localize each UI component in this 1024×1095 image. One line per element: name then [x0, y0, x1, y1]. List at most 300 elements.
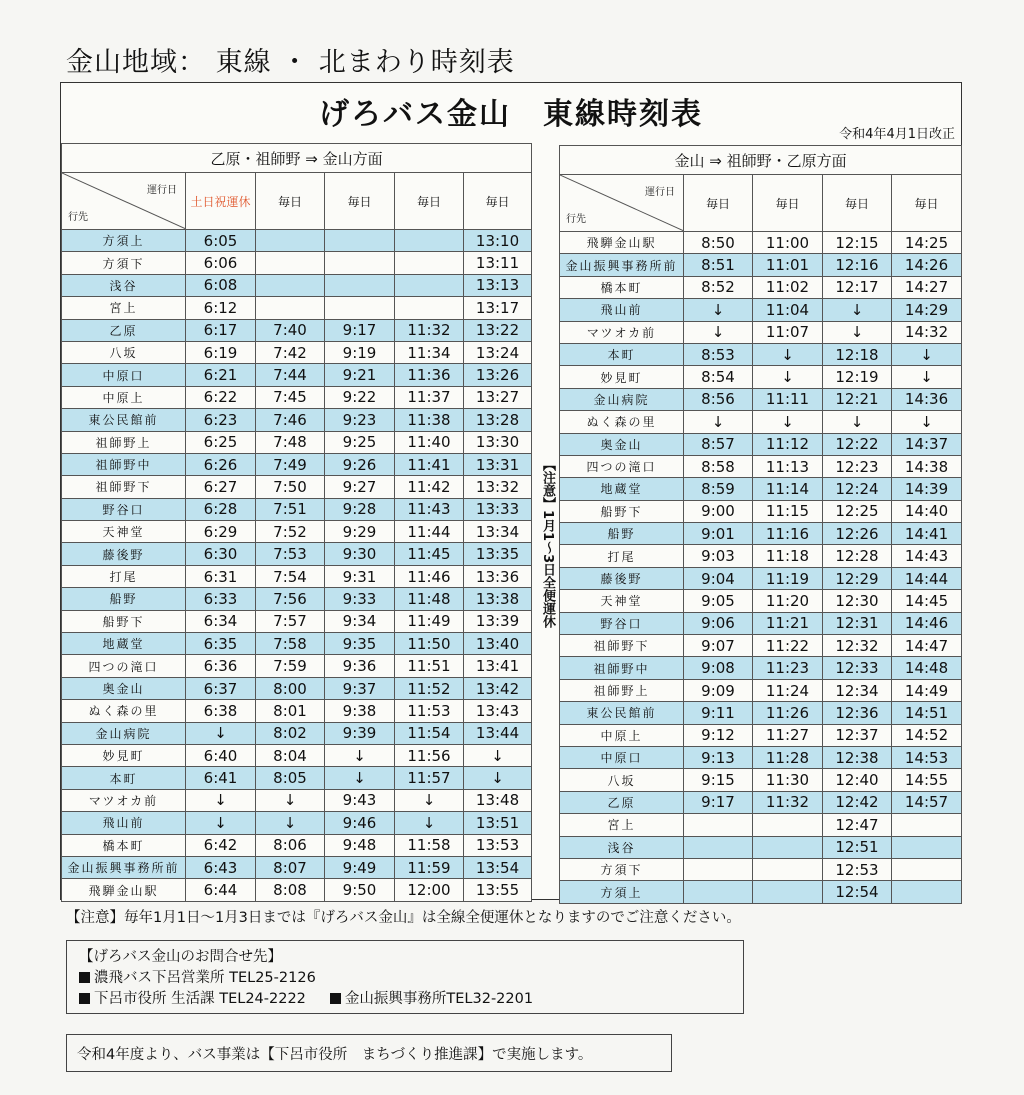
time-cell: 8:59 [684, 478, 753, 500]
time-cell: 6:19 [186, 341, 256, 363]
time-cell: 8:54 [684, 366, 753, 388]
time-cell: 12:32 [823, 635, 892, 657]
column-header: 毎日 [684, 175, 753, 232]
table-row [62, 744, 532, 766]
time-cell: 11:50 [395, 633, 464, 655]
time-cell: ↓ [753, 411, 823, 433]
time-cell: 12:15 [823, 232, 892, 254]
time-cell [256, 274, 325, 296]
time-cell: 14:32 [892, 321, 962, 343]
time-cell: 13:54 [464, 856, 532, 878]
stop-name: 宮上 [62, 297, 186, 319]
time-cell [395, 297, 464, 319]
stop-name: ぬく森の里 [560, 411, 684, 433]
time-cell: 13:33 [464, 498, 532, 520]
time-cell: 11:19 [753, 567, 823, 589]
time-cell: 8:50 [684, 232, 753, 254]
time-cell: 13:48 [464, 789, 532, 811]
time-cell: 9:23 [325, 409, 395, 431]
time-cell: 14:46 [892, 612, 962, 634]
time-cell: 7:52 [256, 521, 325, 543]
time-cell: 11:12 [753, 433, 823, 455]
stop-name: 妙見町 [62, 744, 186, 766]
time-cell: 11:36 [395, 364, 464, 386]
time-cell: ↓ [753, 343, 823, 365]
stop-name: 橋本町 [560, 276, 684, 298]
time-cell: 9:01 [684, 523, 753, 545]
time-cell: 8:01 [256, 700, 325, 722]
time-cell: 8:02 [256, 722, 325, 744]
info-box: 令和4年度より、バス事業は【下呂市役所 まちづくり推進課】で実施します。 [66, 1034, 672, 1072]
table-row [62, 722, 532, 744]
direction-header: 金山 ⇒ 祖師野・乙原方面 [560, 146, 962, 175]
time-cell: 13:43 [464, 700, 532, 722]
time-cell: 13:36 [464, 565, 532, 587]
time-cell: 11:32 [753, 791, 823, 813]
stop-name: 東公民館前 [62, 409, 186, 431]
time-cell: ↓ [892, 343, 962, 365]
table-row [62, 252, 532, 274]
time-cell: 12:47 [823, 814, 892, 836]
revision-date: 令和4年4月1日改正 [839, 127, 955, 142]
time-cell: 8:51 [684, 254, 753, 276]
time-cell: 12:38 [823, 746, 892, 768]
time-cell [892, 836, 962, 858]
time-cell: 11:53 [395, 700, 464, 722]
table-row [62, 230, 532, 252]
stop-name: 金山振興事務所前 [560, 254, 684, 276]
time-cell: 9:43 [325, 789, 395, 811]
stop-name: マツオカ前 [62, 789, 186, 811]
table-row [62, 364, 532, 386]
time-cell: 11:59 [395, 856, 464, 878]
stop-name: 四つの滝口 [560, 455, 684, 477]
time-cell: 9:37 [325, 677, 395, 699]
stop-name: 奥金山 [62, 677, 186, 699]
table-row [62, 677, 532, 699]
time-cell: ↓ [256, 789, 325, 811]
time-cell: 13:24 [464, 341, 532, 363]
time-cell: 11:04 [753, 299, 823, 321]
time-cell: 12:23 [823, 455, 892, 477]
table-row [62, 274, 532, 296]
time-cell [684, 836, 753, 858]
time-cell: 7:42 [256, 341, 325, 363]
time-cell: 9:50 [325, 879, 395, 901]
time-cell: 7:57 [256, 610, 325, 632]
time-cell: 11:01 [753, 254, 823, 276]
time-cell: 6:41 [186, 767, 256, 789]
time-cell: 11:23 [753, 657, 823, 679]
table-row [62, 521, 532, 543]
time-cell [325, 230, 395, 252]
time-cell: 6:36 [186, 655, 256, 677]
table-row [560, 612, 962, 634]
table-row [560, 702, 962, 724]
time-cell: 14:44 [892, 567, 962, 589]
column-header-row [560, 175, 962, 232]
time-cell [684, 858, 753, 880]
time-cell: 11:22 [753, 635, 823, 657]
time-cell: 12:33 [823, 657, 892, 679]
time-cell: 9:21 [325, 364, 395, 386]
time-cell: 14:53 [892, 746, 962, 768]
time-cell: 9:34 [325, 610, 395, 632]
destination-label: 行先 [566, 214, 586, 225]
time-cell: 7:59 [256, 655, 325, 677]
stop-name: 金山振興事務所前 [62, 856, 186, 878]
destination-label: 行先 [68, 212, 88, 223]
table-row [62, 319, 532, 341]
stop-name: 中原上 [62, 386, 186, 408]
timetable-to-kanayama [61, 143, 532, 902]
stop-name: 浅谷 [62, 274, 186, 296]
time-cell: 9:15 [684, 769, 753, 791]
table-row [62, 476, 532, 498]
time-cell [684, 881, 753, 903]
time-cell: 6:38 [186, 700, 256, 722]
time-cell: 6:44 [186, 879, 256, 901]
stop-name: 浅谷 [560, 836, 684, 858]
table-row [62, 633, 532, 655]
column-header: 毎日 [325, 173, 395, 230]
column-header: 毎日 [892, 175, 962, 232]
time-cell: ↓ [325, 767, 395, 789]
time-cell: 11:42 [395, 476, 464, 498]
time-cell: 11:24 [753, 679, 823, 701]
time-cell: 14:27 [892, 276, 962, 298]
time-cell: 6:23 [186, 409, 256, 431]
table-row [62, 834, 532, 856]
time-cell: 7:56 [256, 588, 325, 610]
stop-name: 祖師野上 [560, 679, 684, 701]
time-cell: 9:49 [325, 856, 395, 878]
time-cell: 9:07 [684, 635, 753, 657]
time-cell [325, 297, 395, 319]
stop-name: 橋本町 [62, 834, 186, 856]
table-row [560, 299, 962, 321]
stop-name: 乙原 [560, 791, 684, 813]
stop-name: 天神堂 [62, 521, 186, 543]
time-cell: 11:46 [395, 565, 464, 587]
time-cell: 13:34 [464, 521, 532, 543]
time-cell: 13:42 [464, 677, 532, 699]
time-cell: 12:18 [823, 343, 892, 365]
table-row [62, 565, 532, 587]
column-header: 土日祝運休 [186, 173, 256, 230]
time-cell: 11:15 [753, 500, 823, 522]
table-row [560, 545, 962, 567]
time-cell: ↓ [186, 812, 256, 834]
stop-name: 金山病院 [560, 388, 684, 410]
time-cell: 8:52 [684, 276, 753, 298]
stop-name: 妙見町 [560, 366, 684, 388]
time-cell: 6:27 [186, 476, 256, 498]
time-cell: ↓ [892, 411, 962, 433]
table-row [62, 498, 532, 520]
time-cell: 14:48 [892, 657, 962, 679]
time-cell: 7:54 [256, 565, 325, 587]
column-header: 毎日 [395, 173, 464, 230]
time-cell: 12:26 [823, 523, 892, 545]
table-row [62, 856, 532, 878]
time-cell: 12:28 [823, 545, 892, 567]
time-cell: 8:08 [256, 879, 325, 901]
time-cell [395, 274, 464, 296]
time-cell: 14:36 [892, 388, 962, 410]
time-cell: 13:38 [464, 588, 532, 610]
time-cell: 12:21 [823, 388, 892, 410]
run-day-label: 運行日 [645, 187, 675, 198]
time-cell: 14:39 [892, 478, 962, 500]
bullet-square-icon [79, 993, 90, 1004]
time-cell: ↓ [823, 411, 892, 433]
time-cell: ↓ [325, 744, 395, 766]
time-cell: 6:22 [186, 386, 256, 408]
time-cell: 14:49 [892, 679, 962, 701]
time-cell: 14:57 [892, 791, 962, 813]
time-cell: 9:17 [684, 791, 753, 813]
time-cell: 8:57 [684, 433, 753, 455]
time-cell: 6:25 [186, 431, 256, 453]
time-cell: 7:45 [256, 386, 325, 408]
time-cell: 6:12 [186, 297, 256, 319]
table-row [560, 836, 962, 858]
time-cell: 13:39 [464, 610, 532, 632]
time-cell: 12:19 [823, 366, 892, 388]
table-row [62, 655, 532, 677]
time-cell: ↓ [464, 767, 532, 789]
time-cell: 13:28 [464, 409, 532, 431]
time-cell: 9:19 [325, 341, 395, 363]
time-cell: 9:11 [684, 702, 753, 724]
stop-name: ぬく森の里 [62, 700, 186, 722]
time-cell [256, 252, 325, 274]
time-cell: 7:46 [256, 409, 325, 431]
table-row [560, 478, 962, 500]
time-cell: 14:40 [892, 500, 962, 522]
time-cell: 11:37 [395, 386, 464, 408]
time-cell: 9:09 [684, 679, 753, 701]
table-row [62, 700, 532, 722]
stop-name: 船野 [560, 523, 684, 545]
time-cell: 8:58 [684, 455, 753, 477]
time-cell: 12:16 [823, 254, 892, 276]
table-row [560, 858, 962, 880]
table-row [560, 791, 962, 813]
time-cell: 14:26 [892, 254, 962, 276]
time-cell: 14:45 [892, 590, 962, 612]
time-cell: ↓ [256, 812, 325, 834]
stop-name: マツオカ前 [560, 321, 684, 343]
bullet-square-icon [79, 972, 90, 983]
time-cell: 14:38 [892, 455, 962, 477]
time-cell: 14:41 [892, 523, 962, 545]
stop-name: 野谷口 [560, 612, 684, 634]
time-cell: 9:48 [325, 834, 395, 856]
time-cell: 9:06 [684, 612, 753, 634]
time-cell [753, 858, 823, 880]
column-header: 毎日 [823, 175, 892, 232]
stop-name: 打尾 [62, 565, 186, 587]
time-cell: 11:28 [753, 746, 823, 768]
stop-name: 打尾 [560, 545, 684, 567]
contact-title: 【げろバス金山のお問合せ先】 [79, 949, 282, 965]
stop-name: 飛騨金山駅 [560, 232, 684, 254]
time-cell: 13:13 [464, 274, 532, 296]
time-cell: 13:26 [464, 364, 532, 386]
time-cell: 12:30 [823, 590, 892, 612]
direction-header: 乙原・祖師野 ⇒ 金山方面 [62, 144, 532, 173]
time-cell [892, 814, 962, 836]
table-row [560, 500, 962, 522]
time-cell: 11:16 [753, 523, 823, 545]
stop-name: 方須上 [560, 881, 684, 903]
time-cell: 7:44 [256, 364, 325, 386]
stop-name: 金山病院 [62, 722, 186, 744]
stop-name: 藤後野 [62, 543, 186, 565]
timetable-frame [60, 82, 962, 900]
table-row [560, 232, 962, 254]
time-cell: 9:46 [325, 812, 395, 834]
table-row [560, 455, 962, 477]
time-cell: 11:48 [395, 588, 464, 610]
time-cell: ↓ [186, 722, 256, 744]
table-row [62, 767, 532, 789]
table-row [62, 812, 532, 834]
table-row [560, 657, 962, 679]
time-cell: 11:45 [395, 543, 464, 565]
time-cell: 14:29 [892, 299, 962, 321]
time-cell: 11:21 [753, 612, 823, 634]
table-row [62, 789, 532, 811]
stop-name: 本町 [62, 767, 186, 789]
time-cell: 8:00 [256, 677, 325, 699]
time-cell: ↓ [892, 366, 962, 388]
stop-name: 祖師野下 [62, 476, 186, 498]
time-cell: 13:55 [464, 879, 532, 901]
time-cell: 8:05 [256, 767, 325, 789]
time-cell: 11:02 [753, 276, 823, 298]
time-cell: 7:53 [256, 543, 325, 565]
time-cell: 13:22 [464, 319, 532, 341]
time-cell: 13:53 [464, 834, 532, 856]
table-row [560, 814, 962, 836]
table-row [560, 366, 962, 388]
time-cell: 12:36 [823, 702, 892, 724]
column-header: 毎日 [256, 173, 325, 230]
time-cell: 9:28 [325, 498, 395, 520]
stop-name: 天神堂 [560, 590, 684, 612]
page-title: 金山地域： 東線 ・ 北まわり時刻表 [66, 47, 515, 78]
main-title: げろバス金山 東線時刻表 [319, 97, 703, 132]
time-cell: 6:06 [186, 252, 256, 274]
time-cell: 9:04 [684, 567, 753, 589]
stop-name: 野谷口 [62, 498, 186, 520]
time-cell: 8:56 [684, 388, 753, 410]
time-cell: 14:25 [892, 232, 962, 254]
time-cell [753, 836, 823, 858]
time-cell: 11:20 [753, 590, 823, 612]
table-row [560, 881, 962, 903]
table-row [560, 343, 962, 365]
stop-name: 飛山前 [62, 812, 186, 834]
time-cell: 7:40 [256, 319, 325, 341]
stop-name: 宮上 [560, 814, 684, 836]
time-cell: 13:30 [464, 431, 532, 453]
stop-name: 四つの滝口 [62, 655, 186, 677]
time-cell: 12:51 [823, 836, 892, 858]
stop-name: 本町 [560, 343, 684, 365]
time-cell: 11:32 [395, 319, 464, 341]
time-cell [892, 881, 962, 903]
time-cell: 6:31 [186, 565, 256, 587]
stop-name: 飛騨金山駅 [62, 879, 186, 901]
time-cell: 11:13 [753, 455, 823, 477]
timetable-from-kanayama [559, 145, 962, 904]
time-cell: 6:33 [186, 588, 256, 610]
time-cell: 12:22 [823, 433, 892, 455]
stop-name: 船野下 [62, 610, 186, 632]
time-cell: 13:40 [464, 633, 532, 655]
contact-box [66, 940, 744, 1014]
time-cell: 6:40 [186, 744, 256, 766]
side-notice: 【注意】1月1〜3日全便運休 [540, 457, 555, 629]
time-cell: 6:08 [186, 274, 256, 296]
bullet-square-icon [330, 993, 341, 1004]
time-cell: 13:41 [464, 655, 532, 677]
contact-line-1: 濃飛バス下呂営業所 TEL25-2126 [79, 968, 731, 989]
stop-name: 飛山前 [560, 299, 684, 321]
time-cell: 11:26 [753, 702, 823, 724]
time-cell: ↓ [753, 366, 823, 388]
time-cell: 13:32 [464, 476, 532, 498]
footnote: 【注意】毎年1月1日〜1月3日までは『げろバス金山』は全線全便運休となりますのでご注意ください。 [66, 910, 741, 926]
time-cell: 9:12 [684, 724, 753, 746]
time-cell: 14:52 [892, 724, 962, 746]
time-cell: 9:05 [684, 590, 753, 612]
time-cell [892, 858, 962, 880]
time-cell: 12:40 [823, 769, 892, 791]
time-cell: 11:00 [753, 232, 823, 254]
time-cell: 11:38 [395, 409, 464, 431]
time-cell: 13:44 [464, 722, 532, 744]
table-row [62, 610, 532, 632]
time-cell: 12:29 [823, 567, 892, 589]
time-cell: 9:36 [325, 655, 395, 677]
time-cell [325, 274, 395, 296]
time-cell: 9:30 [325, 543, 395, 565]
time-cell: ↓ [186, 789, 256, 811]
time-cell: 6:30 [186, 543, 256, 565]
time-cell: 13:51 [464, 812, 532, 834]
stop-name: 地蔵堂 [560, 478, 684, 500]
table-row [560, 635, 962, 657]
stop-name: 祖師野上 [62, 431, 186, 453]
time-cell [395, 252, 464, 274]
time-cell: 6:34 [186, 610, 256, 632]
time-cell: 12:31 [823, 612, 892, 634]
time-cell: 6:17 [186, 319, 256, 341]
stop-name: 地蔵堂 [62, 633, 186, 655]
time-cell: 6:43 [186, 856, 256, 878]
time-cell: 12:00 [395, 879, 464, 901]
time-cell: 9:38 [325, 700, 395, 722]
time-cell: 12:17 [823, 276, 892, 298]
time-cell: 11:54 [395, 722, 464, 744]
time-cell: 13:35 [464, 543, 532, 565]
time-cell: 13:17 [464, 297, 532, 319]
